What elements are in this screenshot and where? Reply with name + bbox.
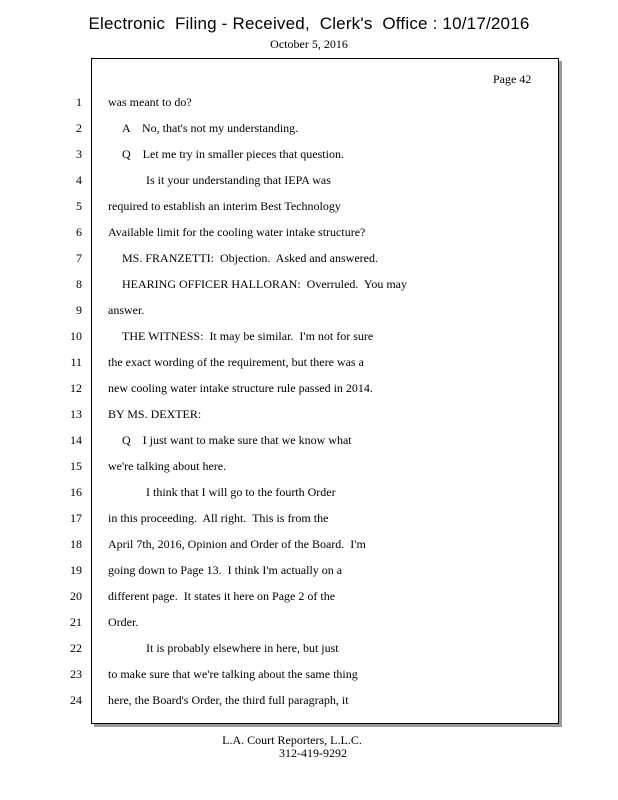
- transcript-line: [0, 378, 618, 404]
- line-text: here, the Board's Order, the third full paragraph, it: [108, 693, 349, 707]
- transcript-line: [0, 352, 618, 378]
- line-text: different page. It states it here on Page 2 of the: [108, 589, 336, 603]
- transcript-line: [0, 482, 618, 508]
- transcript-line: [0, 560, 618, 586]
- transcript-lines: [0, 92, 618, 716]
- transcript-line: [0, 664, 618, 690]
- line-number: 3: [76, 147, 82, 161]
- line-text: THE WITNESS: It may be similar. I'm not for sure: [122, 329, 374, 343]
- line-text: to make sure that we're talking about the same thing: [108, 667, 358, 681]
- line-number: 22: [70, 641, 82, 655]
- transcript-line: [0, 456, 618, 482]
- line-text: required to establish an interim Best Technology: [108, 199, 341, 213]
- transcript-line: [0, 170, 618, 196]
- transcript-line: [0, 430, 618, 456]
- transcript-line: [0, 144, 618, 170]
- line-number: 9: [76, 303, 82, 317]
- reporter-name: L.A. Court Reporters, L.L.C.: [222, 733, 362, 747]
- transcript-line: [0, 248, 618, 274]
- line-number: 13: [70, 407, 82, 421]
- line-text: Is it your understanding that IEPA was: [146, 173, 331, 187]
- line-text: the exact wording of the requirement, but there was a: [108, 355, 364, 369]
- reporter-phone: 312-419-9292: [279, 746, 347, 760]
- line-number: 2: [76, 121, 82, 135]
- transcript-line: [0, 300, 618, 326]
- transcript-line: [0, 118, 618, 144]
- transcript-line: [0, 196, 618, 222]
- transcript-line: [0, 586, 618, 612]
- line-number: 5: [76, 199, 82, 213]
- line-text: I think that I will go to the fourth Order: [146, 485, 336, 499]
- line-text: It is probably elsewhere in here, but just: [146, 641, 339, 655]
- line-number: 19: [70, 563, 82, 577]
- line-number: 4: [76, 173, 82, 187]
- transcript-line: [0, 274, 618, 300]
- line-number: 21: [70, 615, 82, 629]
- line-text: A No, that's not my understanding.: [122, 121, 299, 135]
- line-number: 6: [76, 225, 82, 239]
- line-text: Q Let me try in smaller pieces that question.: [122, 147, 344, 161]
- line-number: 10: [70, 329, 82, 343]
- hearing-date: October 5, 2016: [270, 37, 348, 51]
- line-text: we're talking about here.: [108, 459, 227, 473]
- line-text: MS. FRANZETTI: Objection. Asked and answered.: [122, 251, 378, 265]
- transcript-line: [0, 326, 618, 352]
- line-number: 14: [70, 433, 82, 447]
- line-number: 24: [70, 693, 82, 707]
- line-text: Available limit for the cooling water intake structure?: [108, 225, 366, 239]
- line-text: new cooling water intake structure rule passed in 2014.: [108, 381, 373, 395]
- line-number: 18: [70, 537, 82, 551]
- transcript-line: [0, 534, 618, 560]
- transcript-line: [0, 612, 618, 638]
- transcript-line: [0, 638, 618, 664]
- line-number: 17: [70, 511, 82, 525]
- line-number: 1: [76, 95, 82, 109]
- line-text: answer.: [108, 303, 145, 317]
- line-text: Q I just want to make sure that we know what: [122, 433, 352, 447]
- line-number: 20: [70, 589, 82, 603]
- line-number: 11: [70, 355, 82, 369]
- line-number: 8: [76, 277, 82, 291]
- line-text: was meant to do?: [108, 95, 192, 109]
- transcript-line: [0, 508, 618, 534]
- transcript-line: [0, 222, 618, 248]
- line-text: Order.: [108, 615, 139, 629]
- line-number: 12: [70, 381, 82, 395]
- line-number: 15: [70, 459, 82, 473]
- page-number: Page 42: [493, 72, 532, 86]
- line-text: going down to Page 13. I think I'm actually on a: [108, 563, 343, 577]
- line-text: April 7th, 2016, Opinion and Order of the Board. I'm: [108, 537, 366, 551]
- line-text: BY MS. DEXTER:: [108, 407, 202, 421]
- line-number: 7: [76, 251, 82, 265]
- line-text: HEARING OFFICER HALLORAN: Overruled. You may: [122, 277, 407, 291]
- transcript-line: [0, 690, 618, 716]
- line-number: 23: [70, 667, 82, 681]
- transcript-line: [0, 92, 618, 118]
- line-text: in this proceeding. All right. This is from the: [108, 511, 329, 525]
- line-number: 16: [70, 485, 82, 499]
- filing-stamp: Electronic Filing - Received, Clerk's Office : 10/17/2016: [88, 14, 530, 33]
- transcript-line: [0, 404, 618, 430]
